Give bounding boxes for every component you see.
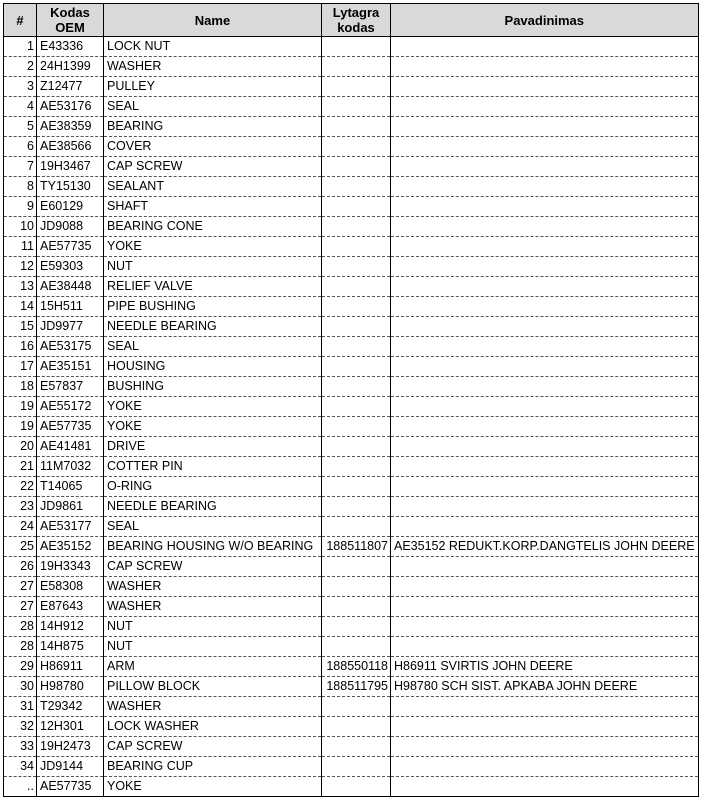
cell-number[interactable]: 13	[4, 277, 37, 297]
cell-oem-code[interactable]: 11M7032	[37, 457, 104, 477]
table-body	[4, 37, 699, 797]
cell-name[interactable]: SEALANT	[104, 177, 322, 197]
header-name[interactable]	[104, 4, 322, 37]
cell-pavadinimas[interactable]	[391, 717, 699, 737]
cell-name[interactable]: PILLOW BLOCK	[104, 677, 322, 697]
cell-lytagra-code[interactable]	[322, 517, 391, 537]
cell-number[interactable]: 33	[4, 737, 37, 757]
cell-pavadinimas[interactable]: H86911 SVIRTIS JOHN DEERE	[391, 657, 699, 677]
table-row	[4, 737, 699, 757]
cell-number[interactable]: 17	[4, 357, 37, 377]
cell-pavadinimas[interactable]	[391, 157, 699, 177]
header-lytagra-line1: Lytagra	[332, 5, 380, 20]
cell-pavadinimas[interactable]	[391, 217, 699, 237]
header-pavadinimas[interactable]	[391, 4, 699, 37]
cell-lytagra-code[interactable]	[322, 157, 391, 177]
cell-pavadinimas[interactable]	[391, 517, 699, 537]
cell-name[interactable]: BEARING	[104, 117, 322, 137]
cell-oem-code[interactable]: H86911	[37, 657, 104, 677]
cell-oem-code[interactable]: 19H3467	[37, 157, 104, 177]
table-row	[4, 457, 699, 477]
cell-name[interactable]: CAP SCREW	[104, 157, 322, 177]
cell-name[interactable]: SHAFT	[104, 197, 322, 217]
cell-number[interactable]: 24	[4, 517, 37, 537]
cell-pavadinimas[interactable]	[391, 777, 699, 797]
header-pavadinimas-label: Pavadinimas	[504, 12, 585, 28]
cell-number[interactable]: 5	[4, 117, 37, 137]
cell-oem-code[interactable]: E87643	[37, 597, 104, 617]
cell-pavadinimas[interactable]	[391, 137, 699, 157]
cell-number[interactable]: 29	[4, 657, 37, 677]
cell-number[interactable]: 3	[4, 77, 37, 97]
cell-oem-code[interactable]: T14065	[37, 477, 104, 497]
cell-pavadinimas[interactable]	[391, 497, 699, 517]
table-row	[4, 77, 699, 97]
table-row	[4, 437, 699, 457]
cell-pavadinimas[interactable]	[391, 257, 699, 277]
cell-oem-code[interactable]: 12H301	[37, 717, 104, 737]
cell-pavadinimas[interactable]	[391, 317, 699, 337]
parts-table	[3, 3, 699, 797]
cell-oem-code[interactable]: E60129	[37, 197, 104, 217]
cell-name[interactable]: O-RING	[104, 477, 322, 497]
cell-lytagra-code[interactable]: 188550118	[322, 657, 391, 677]
cell-lytagra-code[interactable]	[322, 697, 391, 717]
cell-number[interactable]: 21	[4, 457, 37, 477]
cell-number[interactable]: 22	[4, 477, 37, 497]
cell-lytagra-code[interactable]	[322, 97, 391, 117]
cell-name[interactable]: PIPE BUSHING	[104, 297, 322, 317]
cell-lytagra-code[interactable]	[322, 737, 391, 757]
cell-number[interactable]: 19	[4, 417, 37, 437]
cell-lytagra-code[interactable]: 188511795	[322, 677, 391, 697]
table-row	[4, 577, 699, 597]
table-row	[4, 297, 699, 317]
cell-oem-code[interactable]: AE57735	[37, 777, 104, 797]
cell-name[interactable]: CAP SCREW	[104, 557, 322, 577]
cell-lytagra-code[interactable]	[322, 597, 391, 617]
cell-pavadinimas[interactable]	[391, 37, 699, 57]
cell-number[interactable]: 7	[4, 157, 37, 177]
table-row	[4, 157, 699, 177]
cell-oem-code[interactable]: AE38566	[37, 137, 104, 157]
table-row	[4, 617, 699, 637]
cell-lytagra-code[interactable]	[322, 757, 391, 777]
cell-oem-code[interactable]: TY15130	[37, 177, 104, 197]
cell-number[interactable]: 4	[4, 97, 37, 117]
cell-number[interactable]: 12	[4, 257, 37, 277]
table-row	[4, 237, 699, 257]
cell-number[interactable]: 9	[4, 197, 37, 217]
cell-lytagra-code[interactable]	[322, 637, 391, 657]
cell-name[interactable]: YOKE	[104, 397, 322, 417]
cell-oem-code[interactable]: H98780	[37, 677, 104, 697]
cell-oem-code[interactable]: AE38448	[37, 277, 104, 297]
header-row	[4, 4, 699, 37]
cell-number[interactable]: 2	[4, 57, 37, 77]
cell-lytagra-code[interactable]	[322, 437, 391, 457]
cell-name[interactable]: BEARING HOUSING W/O BEARING	[104, 537, 322, 557]
cell-number[interactable]: 19	[4, 397, 37, 417]
cell-oem-code[interactable]: 14H875	[37, 637, 104, 657]
cell-oem-code[interactable]: 14H912	[37, 617, 104, 637]
cell-pavadinimas[interactable]	[391, 637, 699, 657]
header-lytagra-code[interactable]	[322, 4, 391, 37]
cell-name[interactable]: BUSHING	[104, 377, 322, 397]
cell-pavadinimas[interactable]	[391, 197, 699, 217]
cell-pavadinimas[interactable]	[391, 577, 699, 597]
cell-lytagra-code[interactable]	[322, 377, 391, 397]
cell-name[interactable]: WASHER	[104, 577, 322, 597]
cell-oem-code[interactable]: AE35151	[37, 357, 104, 377]
cell-number[interactable]: 14	[4, 297, 37, 317]
cell-oem-code[interactable]: E43336	[37, 37, 104, 57]
cell-lytagra-code[interactable]	[322, 217, 391, 237]
cell-number[interactable]: 20	[4, 437, 37, 457]
cell-pavadinimas[interactable]	[391, 737, 699, 757]
cell-lytagra-code[interactable]	[322, 37, 391, 57]
table-row	[4, 117, 699, 137]
cell-name[interactable]: ARM	[104, 657, 322, 677]
cell-name[interactable]: YOKE	[104, 237, 322, 257]
cell-oem-code[interactable]: AE57735	[37, 417, 104, 437]
table-row	[4, 257, 699, 277]
cell-name[interactable]: BEARING CUP	[104, 757, 322, 777]
cell-oem-code[interactable]: 19H2473	[37, 737, 104, 757]
cell-lytagra-code[interactable]	[322, 357, 391, 377]
cell-name[interactable]: BEARING CONE	[104, 217, 322, 237]
cell-number[interactable]: 34	[4, 757, 37, 777]
table-row	[4, 757, 699, 777]
cell-lytagra-code[interactable]	[322, 717, 391, 737]
cell-lytagra-code[interactable]	[322, 137, 391, 157]
cell-name[interactable]: SEAL	[104, 337, 322, 357]
cell-oem-code[interactable]: Z12477	[37, 77, 104, 97]
cell-number[interactable]: 18	[4, 377, 37, 397]
cell-number[interactable]: 32	[4, 717, 37, 737]
cell-number[interactable]: 27	[4, 597, 37, 617]
cell-name[interactable]: YOKE	[104, 417, 322, 437]
cell-lytagra-code[interactable]	[322, 477, 391, 497]
table-row	[4, 497, 699, 517]
header-number[interactable]	[4, 4, 37, 37]
cell-pavadinimas[interactable]	[391, 477, 699, 497]
cell-number[interactable]: 10	[4, 217, 37, 237]
table-header	[4, 4, 699, 37]
cell-lytagra-code[interactable]	[322, 277, 391, 297]
cell-lytagra-code[interactable]	[322, 497, 391, 517]
table-row	[4, 217, 699, 237]
cell-oem-code[interactable]: AE57735	[37, 237, 104, 257]
table-row	[4, 97, 699, 117]
cell-pavadinimas[interactable]	[391, 377, 699, 397]
cell-oem-code[interactable]: E57837	[37, 377, 104, 397]
header-oem-line2: OEM	[55, 20, 85, 35]
table-row	[4, 337, 699, 357]
cell-name[interactable]: COVER	[104, 137, 322, 157]
cell-oem-code[interactable]: 15H511	[37, 297, 104, 317]
header-oem-code[interactable]	[37, 4, 104, 37]
cell-lytagra-code[interactable]	[322, 577, 391, 597]
cell-number[interactable]: 26	[4, 557, 37, 577]
cell-pavadinimas[interactable]	[391, 277, 699, 297]
cell-name[interactable]: DRIVE	[104, 437, 322, 457]
cell-pavadinimas[interactable]	[391, 237, 699, 257]
table-row	[4, 517, 699, 537]
cell-name[interactable]: WASHER	[104, 697, 322, 717]
cell-pavadinimas[interactable]	[391, 337, 699, 357]
cell-number[interactable]: 6	[4, 137, 37, 157]
table-row	[4, 197, 699, 217]
cell-pavadinimas[interactable]	[391, 697, 699, 717]
cell-oem-code[interactable]: AE55172	[37, 397, 104, 417]
table-row	[4, 397, 699, 417]
cell-number[interactable]: 11	[4, 237, 37, 257]
cell-pavadinimas[interactable]: AE35152 REDUKT.KORP.DANGTELIS JOHN DEERE	[391, 537, 699, 557]
header-number-label: #	[16, 12, 24, 28]
cell-name[interactable]: SEAL	[104, 517, 322, 537]
cell-pavadinimas[interactable]	[391, 297, 699, 317]
cell-name[interactable]: CAP SCREW	[104, 737, 322, 757]
table-row	[4, 377, 699, 397]
cell-oem-code[interactable]: 24H1399	[37, 57, 104, 77]
table-row	[4, 277, 699, 297]
cell-lytagra-code[interactable]	[322, 197, 391, 217]
cell-lytagra-code[interactable]	[322, 617, 391, 637]
cell-name[interactable]: NUT	[104, 257, 322, 277]
cell-oem-code[interactable]: JD9977	[37, 317, 104, 337]
cell-oem-code[interactable]: E59303	[37, 257, 104, 277]
cell-name[interactable]: WASHER	[104, 57, 322, 77]
cell-lytagra-code[interactable]	[322, 397, 391, 417]
cell-number[interactable]: 30	[4, 677, 37, 697]
cell-name[interactable]: WASHER	[104, 597, 322, 617]
cell-name[interactable]: NEEDLE BEARING	[104, 317, 322, 337]
cell-name[interactable]: NUT	[104, 637, 322, 657]
header-oem-line1: Kodas	[50, 5, 90, 20]
cell-lytagra-code[interactable]	[322, 257, 391, 277]
cell-lytagra-code[interactable]	[322, 557, 391, 577]
cell-lytagra-code[interactable]	[322, 117, 391, 137]
cell-oem-code[interactable]: T29342	[37, 697, 104, 717]
table-row	[4, 717, 699, 737]
cell-number[interactable]: 1	[4, 37, 37, 57]
cell-lytagra-code[interactable]	[322, 77, 391, 97]
cell-oem-code[interactable]: JD9144	[37, 757, 104, 777]
cell-oem-code[interactable]: AE53175	[37, 337, 104, 357]
cell-number[interactable]: ..	[4, 777, 37, 797]
table-row	[4, 57, 699, 77]
cell-name[interactable]: SEAL	[104, 97, 322, 117]
cell-oem-code[interactable]: JD9088	[37, 217, 104, 237]
header-name-label: Name	[194, 12, 231, 28]
cell-number[interactable]: 16	[4, 337, 37, 357]
cell-lytagra-code[interactable]	[322, 457, 391, 477]
table-row	[4, 357, 699, 377]
cell-pavadinimas[interactable]	[391, 437, 699, 457]
cell-oem-code[interactable]: E58308	[37, 577, 104, 597]
table-row	[4, 317, 699, 337]
cell-lytagra-code[interactable]	[322, 417, 391, 437]
header-lytagra-line2: kodas	[337, 20, 375, 35]
table-row	[4, 137, 699, 157]
cell-number[interactable]: 27	[4, 577, 37, 597]
cell-pavadinimas[interactable]	[391, 117, 699, 137]
cell-oem-code[interactable]: JD9861	[37, 497, 104, 517]
cell-lytagra-code[interactable]	[322, 777, 391, 797]
cell-name[interactable]: LOCK WASHER	[104, 717, 322, 737]
cell-number[interactable]: 25	[4, 537, 37, 557]
cell-lytagra-code[interactable]	[322, 297, 391, 317]
cell-pavadinimas[interactable]	[391, 417, 699, 437]
cell-name[interactable]: NUT	[104, 617, 322, 637]
cell-oem-code[interactable]: 19H3343	[37, 557, 104, 577]
cell-pavadinimas[interactable]	[391, 177, 699, 197]
cell-pavadinimas[interactable]	[391, 557, 699, 577]
cell-name[interactable]: LOCK NUT	[104, 37, 322, 57]
cell-number[interactable]: 23	[4, 497, 37, 517]
cell-number[interactable]: 28	[4, 637, 37, 657]
table-row	[4, 657, 699, 677]
cell-lytagra-code[interactable]	[322, 337, 391, 357]
table-row	[4, 537, 699, 557]
cell-name[interactable]: HOUSING	[104, 357, 322, 377]
cell-lytagra-code[interactable]: 188511807	[322, 537, 391, 557]
cell-name[interactable]: YOKE	[104, 777, 322, 797]
cell-pavadinimas[interactable]	[391, 457, 699, 477]
cell-name[interactable]: RELIEF VALVE	[104, 277, 322, 297]
cell-lytagra-code[interactable]	[322, 177, 391, 197]
cell-number[interactable]: 28	[4, 617, 37, 637]
cell-name[interactable]: COTTER PIN	[104, 457, 322, 477]
cell-oem-code[interactable]: AE38359	[37, 117, 104, 137]
table-row	[4, 677, 699, 697]
cell-oem-code[interactable]: AE53177	[37, 517, 104, 537]
cell-pavadinimas[interactable]	[391, 617, 699, 637]
cell-number[interactable]: 31	[4, 697, 37, 717]
cell-pavadinimas[interactable]	[391, 597, 699, 617]
table-row	[4, 697, 699, 717]
cell-lytagra-code[interactable]	[322, 237, 391, 257]
cell-pavadinimas[interactable]	[391, 357, 699, 377]
table-row	[4, 417, 699, 437]
table-row	[4, 777, 699, 797]
cell-pavadinimas[interactable]	[391, 57, 699, 77]
cell-number[interactable]: 15	[4, 317, 37, 337]
cell-pavadinimas[interactable]	[391, 397, 699, 417]
cell-oem-code[interactable]: AE41481	[37, 437, 104, 457]
cell-pavadinimas[interactable]	[391, 97, 699, 117]
table-row	[4, 477, 699, 497]
cell-oem-code[interactable]: AE35152	[37, 537, 104, 557]
table-row	[4, 177, 699, 197]
table-row	[4, 637, 699, 657]
cell-lytagra-code[interactable]	[322, 317, 391, 337]
cell-lytagra-code[interactable]	[322, 57, 391, 77]
cell-pavadinimas[interactable]: H98780 SCH SIST. APKABA JOHN DEERE	[391, 677, 699, 697]
table-row	[4, 37, 699, 57]
cell-number[interactable]: 8	[4, 177, 37, 197]
cell-name[interactable]: NEEDLE BEARING	[104, 497, 322, 517]
cell-pavadinimas[interactable]	[391, 77, 699, 97]
cell-name[interactable]: PULLEY	[104, 77, 322, 97]
cell-pavadinimas[interactable]	[391, 757, 699, 777]
table-row	[4, 557, 699, 577]
table-row	[4, 597, 699, 617]
cell-oem-code[interactable]: AE53176	[37, 97, 104, 117]
